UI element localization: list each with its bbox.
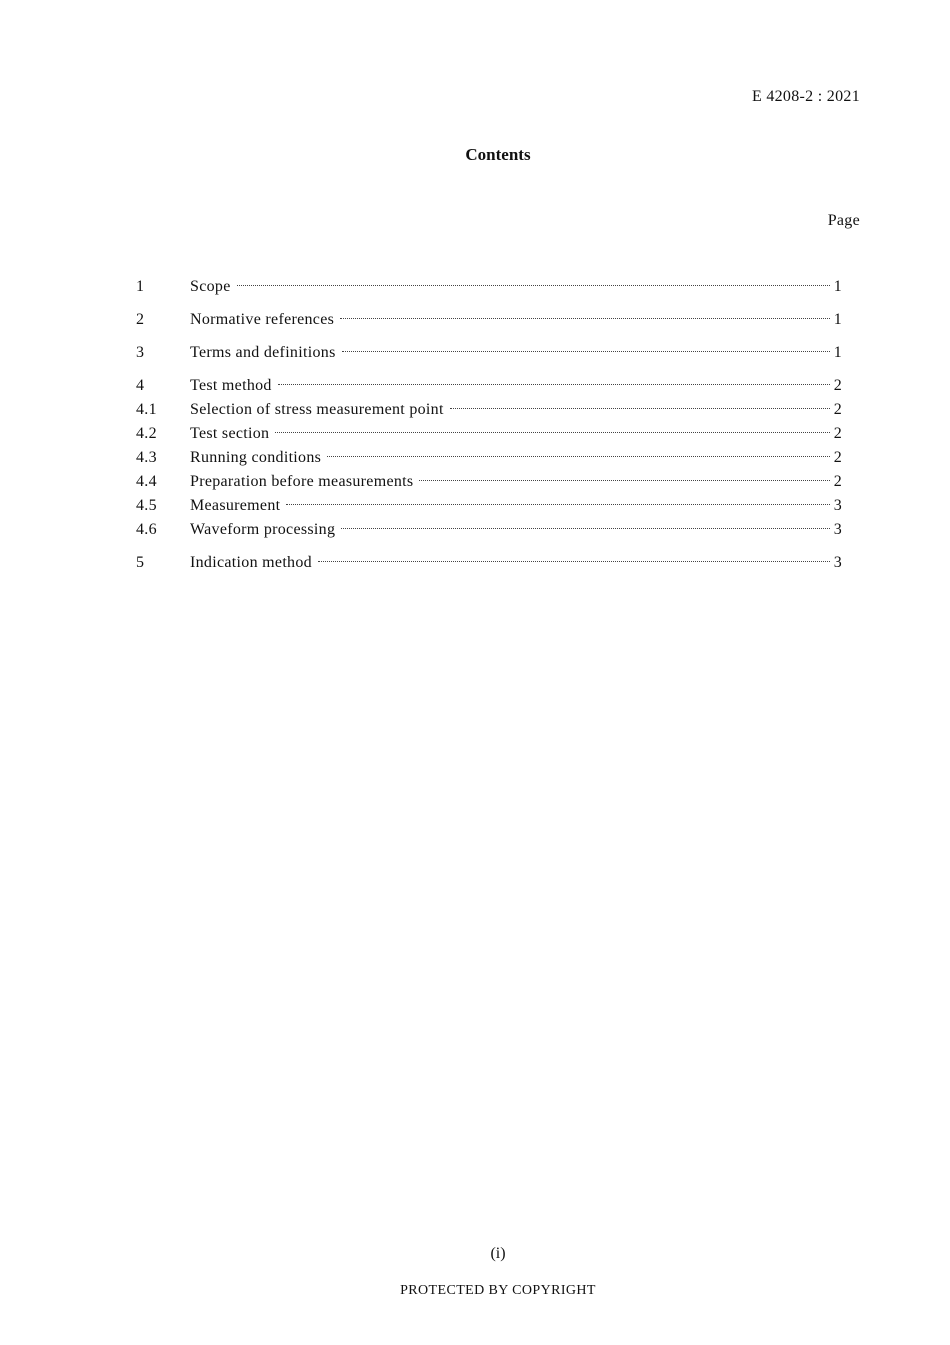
toc-entry-page: 2	[833, 401, 842, 418]
dot-leader	[340, 318, 830, 319]
toc-entry-page: 3	[833, 521, 842, 538]
toc-entry-page: 2	[833, 425, 842, 442]
toc-entry-4-5[interactable]	[136, 497, 842, 521]
toc-entry-number: 1	[136, 278, 145, 295]
dot-leader	[450, 408, 830, 409]
toc-entry-title: Test section	[190, 425, 270, 442]
toc-entry-number: 4.2	[136, 425, 157, 442]
toc-entry-title: Running conditions	[190, 449, 322, 466]
toc-entry-number: 4.3	[136, 449, 157, 466]
toc-entry-title: Preparation before measurements	[190, 473, 414, 490]
toc-entry-3[interactable]	[136, 344, 842, 368]
toc-entry-title: Indication method	[190, 554, 312, 571]
toc-entry-title: Waveform processing	[190, 521, 336, 538]
toc-entry-page: 2	[833, 473, 842, 490]
dot-leader	[278, 384, 830, 385]
toc-entry-2[interactable]	[136, 311, 842, 335]
dot-leader	[237, 285, 830, 286]
toc-entry-number: 4.5	[136, 497, 157, 514]
toc-entry-4[interactable]	[136, 377, 842, 401]
toc-entry-number: 4.6	[136, 521, 157, 538]
toc-entry-page: 1	[833, 344, 842, 361]
toc-entry-page: 1	[833, 311, 842, 328]
toc-entry-page: 2	[833, 449, 842, 466]
toc-entry-page: 3	[833, 497, 842, 514]
toc-entry-title: Selection of stress measurement point	[190, 401, 444, 418]
toc-entry-4-6[interactable]	[136, 521, 842, 545]
toc-entry-number: 3	[136, 344, 145, 361]
toc-entry-number: 2	[136, 311, 145, 328]
document-number: E 4208-2 : 2021	[751, 88, 860, 105]
toc-entry-4-1[interactable]	[136, 401, 842, 425]
toc-entry-1[interactable]	[136, 278, 842, 302]
toc-entry-title: Normative references	[190, 311, 335, 328]
page-title: Contents	[465, 145, 531, 164]
toc-entry-page: 1	[833, 278, 842, 295]
page-column-label: Page	[827, 212, 860, 229]
toc-entry-page: 2	[833, 377, 842, 394]
toc-entry-page: 3	[833, 554, 842, 571]
toc-entry-number: 4.4	[136, 473, 157, 490]
dot-leader	[286, 504, 830, 505]
toc-entry-title: Scope	[190, 278, 231, 295]
dot-leader	[327, 456, 830, 457]
copyright-notice: PROTECTED BY COPYRIGHT	[400, 1283, 596, 1298]
toc-entry-title: Measurement	[190, 497, 281, 514]
dot-leader	[341, 528, 830, 529]
toc-entry-number: 4	[136, 377, 145, 394]
dot-leader	[342, 351, 830, 352]
toc-entry-4-2[interactable]	[136, 425, 842, 449]
dot-leader	[275, 432, 830, 433]
toc-entry-5[interactable]	[136, 554, 842, 578]
toc-entry-4-3[interactable]	[136, 449, 842, 473]
table-of-contents	[136, 278, 842, 578]
toc-entry-4-4[interactable]	[136, 473, 842, 497]
toc-entry-number: 4.1	[136, 401, 157, 418]
toc-entry-title: Terms and definitions	[190, 344, 336, 361]
dot-leader	[318, 561, 830, 562]
dot-leader	[419, 480, 830, 481]
toc-entry-number: 5	[136, 554, 145, 571]
page-folio: (i)	[490, 1245, 506, 1262]
toc-entry-title: Test method	[190, 377, 272, 394]
